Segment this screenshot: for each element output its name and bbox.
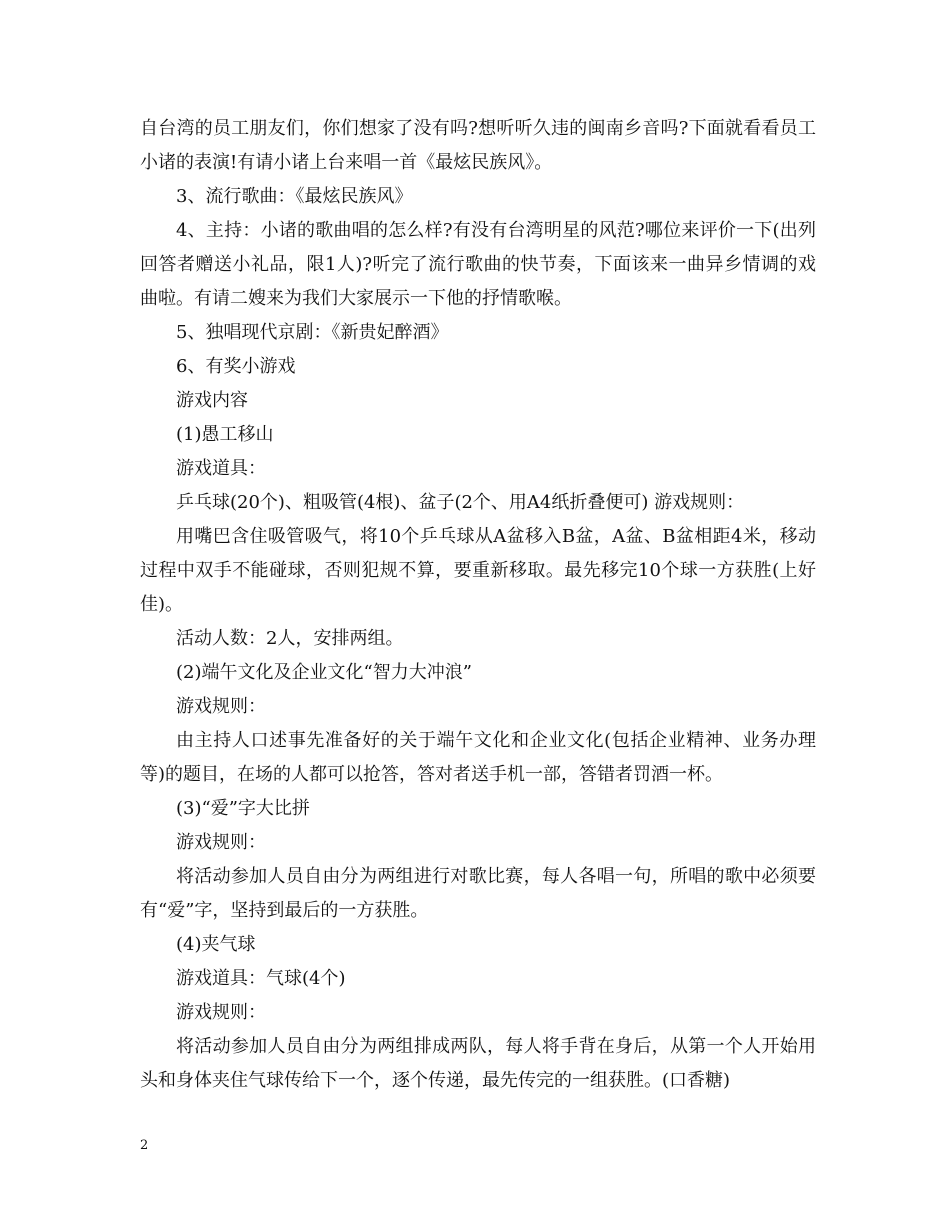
paragraph-game-1-props: 乒乓球(20个)、粗吸管(4根)、盆子(2个、用A4纸折叠便可) 游戏规则： bbox=[176, 492, 745, 513]
paragraph-game-3-rules-label: 游戏规则： bbox=[176, 832, 266, 853]
paragraph-game-1-rules: 用嘴巴含住吸管吸气，将10个乒乓球从A盆移入B盆，A盆、B盆相距4米，移动过程中双手不能碰球，否则犯规不算，要重新移取。最先移完10个球一方获胜(上好佳)。 bbox=[140, 526, 816, 615]
paragraph-opera: 5、独唱现代京剧：《新贵妃醉酒》 bbox=[176, 322, 449, 343]
paragraph-game-3-rules: 将活动参加人员自由分为两组进行对歌比赛，每人各唱一句，所唱的歌中必须要有“爱”字，坚持到最后的一方获胜。 bbox=[140, 866, 816, 921]
paragraph-game-4-title: (4)夹气球 bbox=[176, 934, 256, 955]
paragraph-game-3-title: (3)“爱”字大比拼 bbox=[176, 798, 310, 819]
paragraph-game-content: 游戏内容 bbox=[176, 390, 248, 411]
paragraph-game-4-rules-label: 游戏规则： bbox=[176, 1002, 266, 1023]
paragraph-game-2-rules-label: 游戏规则： bbox=[176, 696, 266, 717]
document-body bbox=[140, 112, 816, 1098]
paragraph-game-2-rules: 由主持人口述事先准备好的关于端午文化和企业文化(包括企业精神、业务办理等)的题目，在场的人都可以抢答，答对者送手机一部，答错者罚酒一杯。 bbox=[140, 730, 816, 785]
paragraph-game-1-participants: 活动人数：2人，安排两组。 bbox=[176, 628, 404, 649]
paragraph-pop-song: 3、流行歌曲：《最炫民族风》 bbox=[176, 186, 413, 207]
paragraph-intro: 自台湾的员工朋友们，你们想家了没有吗?想听听久违的闽南乡音吗?下面就看看员工小诸的表演!有请小诸上台来唱一首《最炫民族风》。 bbox=[140, 118, 816, 173]
paragraph-game-2-title: (2)端午文化及企业文化“智力大冲浪” bbox=[176, 662, 472, 683]
paragraph-game-4-props: 游戏道具：气球(4个) bbox=[176, 968, 346, 989]
paragraph-game-1-title: (1)愚工移山 bbox=[176, 424, 274, 445]
paragraph-host: 4、主持：小诸的歌曲唱的怎么样?有没有台湾明星的风范?哪位来评价一下(出列回答者赠送小礼品，限1人)?听完了流行歌曲的快节奏，下面该来一曲异乡情调的戏曲啦。有请二嫂来为我们大家展示一下他的抒情歌喉。 bbox=[140, 220, 816, 309]
paragraph-game-heading: 6、有奖小游戏 bbox=[176, 356, 296, 377]
paragraph-game-1-props-label: 游戏道具： bbox=[176, 458, 266, 479]
page-number: 2 bbox=[140, 1138, 149, 1153]
paragraph-game-4-rules: 将活动参加人员自由分为两组排成两队，每人将手背在身后，从第一个人开始用头和身体夹住气球传给下一个，逐个传递，最先传完的一组获胜。(口香糖) bbox=[140, 1036, 816, 1091]
